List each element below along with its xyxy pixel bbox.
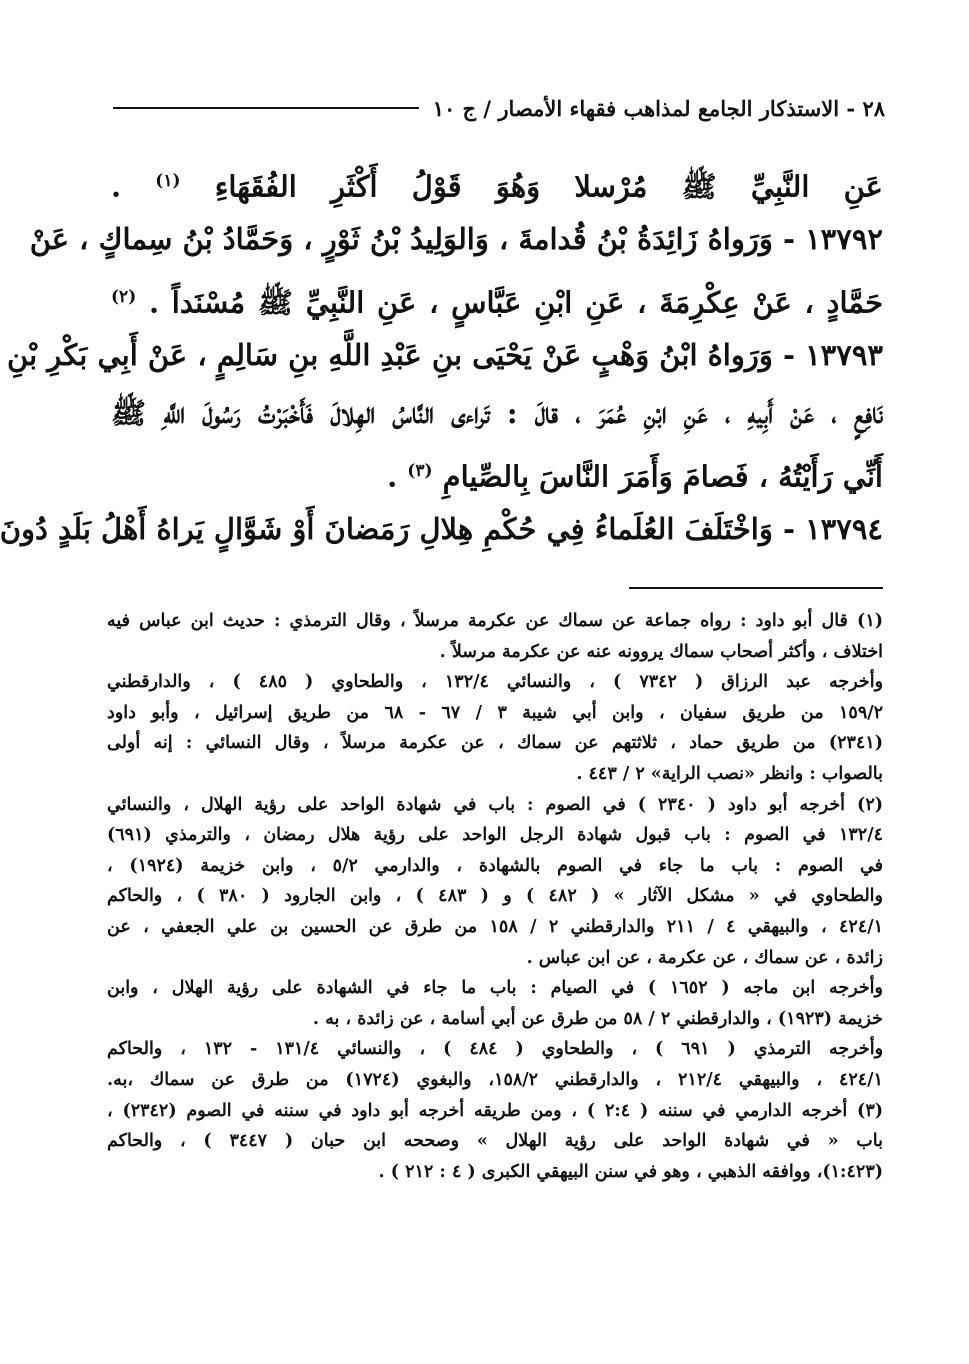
footnote-line: زائدة ، عن سماك ، عن عكرمة ، عن ابن عباس . bbox=[526, 947, 883, 968]
footnote-line: وأخرجه عبد الرزاق ( ٧٣٤٢ ) ، والنسائي ١٣٢/٤ ، والطحاوي ( ٤٨٥ ) ، والدارقطني bbox=[107, 672, 884, 693]
footnote-line: ٤٢٤/١ ، والبيهقي ٢١٢/٤ ، والدارقطني ١٥٨/٢، والبغوي (١٧٢٤) من طرق عن سماك ،به. bbox=[107, 1069, 883, 1090]
footnote-ref: (٣) bbox=[407, 461, 433, 481]
footnote-line: (١:٤٢٣)، ووافقه الذهبي ، وهو في سنن البيهقي الكبرى ( ٤ : ٢١٢ ) . bbox=[378, 1161, 883, 1182]
footnotes bbox=[107, 606, 883, 1187]
page-title: ٢٨ - الاستذكار الجامع لمذاهب فقهاء الأمصار / ج ١٠ bbox=[432, 95, 885, 121]
footnote-line: ١٣٢/٤ في الصوم : باب قبول شهادة الرجل الواحد على رؤية هلال رمضان ، والترمذي (٦٩١) bbox=[107, 825, 883, 846]
footnote-line: (٢) أخرجه أبو داود ( ٢٣٤٠ ) في الصوم : باب في شهادة الواحد على رؤية الهلال ، والنسائي bbox=[107, 794, 883, 815]
footnote-line: (٣) أخرجه الدارمي في سننه ( ٢:٤ ) ، ومن طريقه أخرجه أبو داود في سننه في الصوم (٢٣٤٢) ، bbox=[107, 1100, 883, 1121]
footnote-separator bbox=[629, 587, 883, 589]
main-line-text: حَمَّادٍ ، عَنْ عِكْرِمَةَ ، عَنِ ابْنِ عَبَّاسٍ ، عَنِ النَّبِيِّ ﷺ مُسْنَداً . bbox=[148, 285, 884, 320]
footnote-line: بالصواب : وانظر «نصب الراية» ٢ / ٤٤٣ . bbox=[576, 763, 883, 784]
footnote-line: اختلاف ، وأكثر أصحاب سماك يروونه عنه عن عكرمة مرسلاً . bbox=[439, 641, 883, 662]
footnote-line: ١٥٩/٢ من طريق سفيان ، وابن أبي شيبة ٣ / ٦٧ - ٦٨ من طريق إسرائيل ، وأبو داود bbox=[107, 702, 884, 723]
footnote-line: ٤٢٤/١ ، والبيهقي ٤ / ٢١١ والدارقطني ٢ / ١٥٨ من طرق عن الحسين بن علي الجعفي ، عن bbox=[107, 916, 884, 937]
footnote-line: وأخرجه ابن ماجه ( ١٦٥٢ ) في الصيام : باب ما جاء في الشهادة على رؤية الهلال ، وابن bbox=[107, 978, 883, 999]
main-line-text: عَنِ النَّبِيِّ ﷺ مُرْسلا وَهُوَ قَوْلُ أَكْثَرِ الفُقَهَاءِ bbox=[214, 169, 883, 204]
running-header bbox=[113, 88, 885, 128]
footnote-line: وأخرجه الترمذي ( ٦٩١ ) ، والطحاوي ( ٤٨٤ ) ، والنسائي ١٣١/٤ - ١٣٢ ، والحاكم bbox=[107, 1039, 884, 1060]
footnote-line: خزيمة (١٩٢٣) ، والدارقطني ٢ / ٥٨ من طرق عن أبي أسامة ، عن زائدة ، به . bbox=[312, 1008, 883, 1029]
footnote-line: (١) قال أبو داود : رواه جماعة عن سماك عن عكرمة مرسلاً ، وقال الترمذي : حديث ابن عباس فيه bbox=[107, 611, 883, 631]
header-rule bbox=[113, 107, 419, 109]
main-line: أَنِّي رَأَيْتُهُ ، فَصامَ وَأَمَرَ النَّاسَ بِالصِّيامِ $^{(٣)}$ . bbox=[387, 459, 883, 494]
main-line: ١٣٧٩٤ - وَاخْتَلَفَ العُلَماءُ فِي حُكْمِ هِلالِ رَمَضانَ أَوْ شَوَّالٍ يَراهُ أَهْلُ بَلَدٍ دُونَ bbox=[0, 512, 883, 546]
footnote-ref: (١) bbox=[155, 171, 181, 191]
main-line-text: أَنِّي رَأَيْتُهُ ، فَصامَ وَأَمَرَ النَّاسَ بِالصِّيامِ bbox=[442, 459, 883, 494]
footnote-line: والطحاوي في « مشكل الآثار » ( ٤٨٢ ) و ( ٤٨٣ ) ، وابن الجارود ( ٣٨٠ ) ، والحاكم bbox=[107, 886, 883, 907]
footnote-line: (٢٣٤١) من طريق حماد ، ثلاثتهم عن سماك ، عن عكرمة مرسلاً ، وقال النسائي : إنه أولى bbox=[107, 733, 883, 754]
main-line: ١٣٧٩٢ - وَرَواهُ زَائِدَةُ بْنُ قُدامةَ ، وَالوَلِيدُ بْنُ ثَوْرٍ ، وَحَمَّادُ بْنُ سِماكٍ ، عَنْ bbox=[29, 222, 883, 256]
main-line: عَنِ النَّبِيِّ ﷺ مُرْسلا وَهُوَ قَوْلُ أَكْثَرِ الفُقَهَاءِ $^{(١)}$ . bbox=[111, 169, 883, 204]
main-line: نَافِعٍ ، عَنْ أَبِيهِ ، عَنِ ابْنِ عُمَرَ ، قالَ : تَراءى النَّاسُ الهِلالَ فَأَخْبَرْتُ رَسُولَ اللَّهِ ﷺ bbox=[111, 396, 883, 430]
main-text bbox=[0, 152, 884, 558]
main-line bbox=[111, 268, 883, 326]
footnote-ref: (٢) bbox=[111, 287, 137, 307]
footnote-line: باب « في شهادة الواحد على رؤية الهلال » وصححه ابن حبان ( ٣٤٤٧ ) ، والحاكم bbox=[107, 1131, 883, 1152]
footnote-line: في الصوم : باب ما جاء في الصوم بالشهادة ، والدارمي ٥/٢ ، وابن خزيمة (١٩٢٤) ، bbox=[107, 855, 883, 876]
main-line: ١٣٧٩٣ - وَرَواهُ ابْنُ وَهْبٍ عَنْ يَحْيَى بنِ عَبْدِ اللَّهِ بنِ سَالِمٍ ، عَنْ أَبِي بَكْرِ بْنِ bbox=[7, 338, 883, 372]
